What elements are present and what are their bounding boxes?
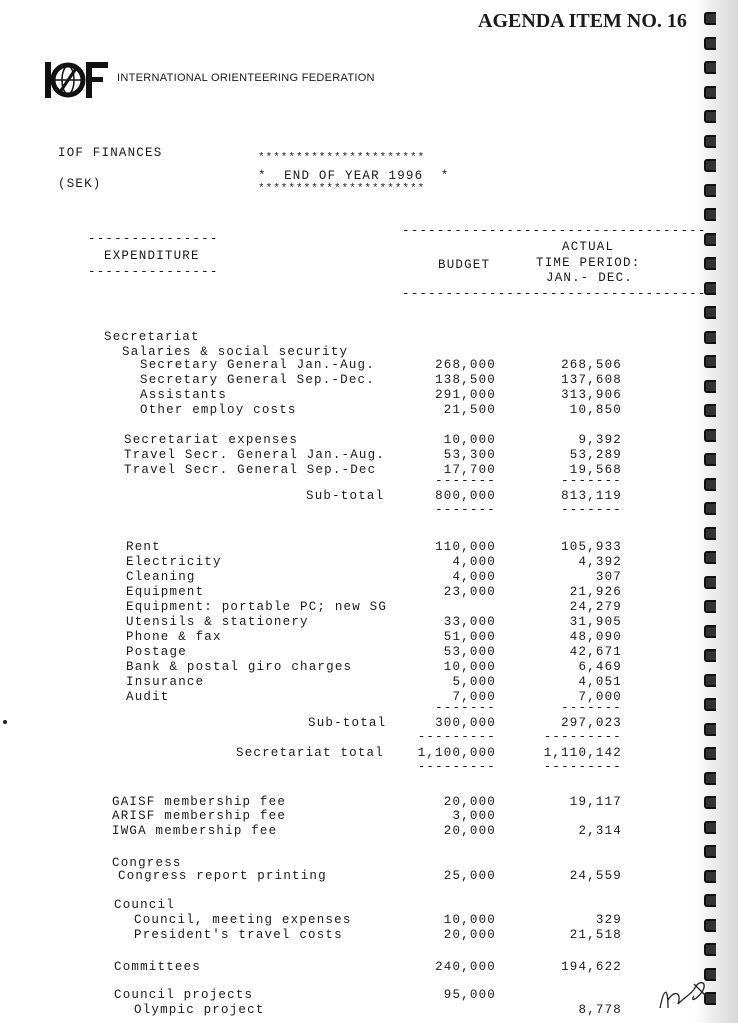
binding-ring [704, 208, 716, 221]
row-label: Secretariat total [236, 746, 384, 760]
budget-cell: 17,700 [443, 463, 496, 477]
actual-cell: 24,279 [569, 600, 622, 614]
budget-cell: 5,000 [452, 675, 496, 689]
binding-ring [704, 61, 716, 74]
actual-cell: 10,850 [569, 403, 622, 417]
binding-ring [704, 625, 716, 638]
budget-cell: 25,000 [443, 869, 496, 883]
budget-cell: ------- [435, 474, 496, 488]
row-label: Sub-total [308, 716, 387, 730]
row-label: Equipment: portable PC; new SG [126, 600, 388, 614]
binding-ring [704, 723, 716, 736]
actual-cell: 1,110,142 [543, 746, 622, 760]
budget-cell: 291,000 [435, 388, 496, 402]
actual-cell: 307 [595, 570, 622, 584]
budget-cell: 7,000 [452, 690, 496, 704]
budget-cell: 20,000 [443, 824, 496, 838]
binding-ring [704, 404, 716, 417]
agenda-item-title: AGENDA ITEM NO. 16 [478, 10, 687, 32]
binding-ring [704, 478, 716, 491]
binding-ring [704, 821, 716, 834]
binding-ring [704, 698, 716, 711]
actual-cell: 105,933 [561, 540, 622, 554]
budget-cell: 53,300 [443, 448, 496, 462]
binding-ring [704, 576, 716, 589]
budget-cell: 10,000 [443, 660, 496, 674]
iof-logo [44, 58, 112, 102]
binding-ring [704, 453, 716, 466]
row-label: Electricity [126, 555, 222, 569]
actual-cell: ------- [561, 701, 622, 715]
binding-ring [704, 943, 716, 956]
budget-cell: 33,000 [443, 615, 496, 629]
budget-cell: 110,000 [435, 540, 496, 554]
binding-ring [704, 649, 716, 662]
actual-cell: 2,314 [578, 824, 622, 838]
budget-cell: 20,000 [443, 928, 496, 942]
actual-heading: ACTUAL [562, 240, 615, 254]
budget-cell: 1,100,000 [417, 746, 496, 760]
row-label: Council, meeting expenses [134, 913, 352, 927]
budget-cell: --------- [417, 760, 496, 774]
row-label: Council projects [114, 988, 254, 1002]
actual-cell: 313,906 [561, 388, 622, 402]
binding-ring [704, 110, 716, 123]
row-label: Phone & fax [126, 630, 222, 644]
margin-mark [3, 720, 7, 724]
row-label: President's travel costs [134, 928, 343, 942]
binding-ring [704, 600, 716, 613]
budget-cell: 4,000 [452, 555, 496, 569]
actual-cell: 42,671 [569, 645, 622, 659]
row-label: Olympic project [134, 1003, 265, 1017]
binding-ring [704, 331, 716, 344]
budget-cell: 3,000 [452, 809, 496, 823]
binding-ring [704, 796, 716, 809]
row-label: Cleaning [126, 570, 196, 584]
budget-cell: 800,000 [435, 489, 496, 503]
row-label: Assistants [140, 388, 228, 402]
row-label: Insurance [126, 675, 205, 689]
actual-cell: 6,469 [578, 660, 622, 674]
actual-cell: 48,090 [569, 630, 622, 644]
binding-ring [704, 86, 716, 99]
actual-cell: 4,392 [578, 555, 622, 569]
binding-ring [704, 159, 716, 172]
binding-ring [704, 674, 716, 687]
budget-cell: 20,000 [443, 795, 496, 809]
columns-rule-top: ----------------------------------- [402, 224, 707, 238]
expenditure-rule-top: --------------- [88, 232, 219, 246]
budget-cell: 300,000 [435, 716, 496, 730]
time-period-heading: TIME PERIOD: [536, 256, 641, 270]
org-name: INTERNATIONAL ORIENTEERING FEDERATION [117, 72, 375, 84]
budget-cell: 21,500 [443, 403, 496, 417]
binding-ring [704, 845, 716, 858]
actual-cell: 297,023 [561, 716, 622, 730]
row-label: Postage [126, 645, 187, 659]
binding-ring [704, 184, 716, 197]
actual-cell: 329 [595, 913, 622, 927]
row-label: GAISF membership fee [112, 795, 287, 809]
budget-cell: 23,000 [443, 585, 496, 599]
budget-cell: 95,000 [443, 988, 496, 1002]
budget-cell: 10,000 [443, 433, 496, 447]
row-label: Travel Secr. General Sep.-Dec [124, 463, 377, 477]
expenditure-heading: EXPENDITURE [104, 249, 200, 263]
binding-ring [704, 429, 716, 442]
binding-ring [704, 37, 716, 50]
binding-ring [704, 747, 716, 760]
row-label: Audit [126, 690, 170, 704]
actual-cell: 268,506 [561, 358, 622, 372]
row-label: Utensils & stationery [126, 615, 309, 629]
row-label: Secretariat [104, 330, 200, 344]
row-label: Council [114, 898, 175, 912]
actual-cell: 19,117 [569, 795, 622, 809]
actual-cell: 21,926 [569, 585, 622, 599]
actual-cell: ------- [561, 503, 622, 517]
binding-ring [704, 12, 716, 25]
actual-cell: 194,622 [561, 960, 622, 974]
actual-cell: 53,289 [569, 448, 622, 462]
binding-ring [704, 919, 716, 932]
actual-cell: 9,392 [578, 433, 622, 447]
binding-ring [704, 306, 716, 319]
expenditure-rule-bottom: --------------- [88, 265, 219, 279]
budget-cell: ------- [435, 701, 496, 715]
period-label: * END OF YEAR 1996 * [258, 169, 450, 183]
actual-cell: 8,778 [578, 1003, 622, 1017]
spiral-binding [694, 0, 738, 1023]
actual-cell: 31,905 [569, 615, 622, 629]
binding-ring [704, 257, 716, 270]
row-label: Salaries & social security [122, 345, 349, 359]
actual-cell: --------- [543, 760, 622, 774]
binding-ring [704, 772, 716, 785]
row-label: Secretary General Jan.-Aug. [140, 358, 375, 372]
binding-ring [704, 551, 716, 564]
row-label: Rent [126, 540, 161, 554]
actual-cell: 4,051 [578, 675, 622, 689]
budget-cell: ------- [435, 503, 496, 517]
row-label: Secretary General Sep.-Dec. [140, 373, 375, 387]
row-label: Travel Secr. General Jan.-Aug. [124, 448, 386, 462]
globe-icon [44, 58, 112, 102]
jan-dec-heading: JAN.- DEC. [546, 271, 634, 285]
budget-cell: 4,000 [452, 570, 496, 584]
row-label: Congress [112, 856, 182, 870]
actual-cell: 137,608 [561, 373, 622, 387]
actual-cell: --------- [543, 730, 622, 744]
row-label: Bank & postal giro charges [126, 660, 353, 674]
row-label: Congress report printing [118, 869, 327, 883]
budget-cell: 138,500 [435, 373, 496, 387]
binding-ring [704, 380, 716, 393]
binding-ring [704, 527, 716, 540]
binding-ring [704, 135, 716, 148]
actual-cell: 19,568 [569, 463, 622, 477]
row-label: Secretariat expenses [124, 433, 299, 447]
actual-cell: ------- [561, 474, 622, 488]
budget-cell: 268,000 [435, 358, 496, 372]
row-label: ARISF membership fee [112, 809, 287, 823]
doc-title: IOF FINANCES [58, 146, 163, 160]
stars-bottom: ********************** [258, 183, 426, 195]
budget-cell: 10,000 [443, 913, 496, 927]
budget-cell: 51,000 [443, 630, 496, 644]
row-label: Committees [114, 960, 202, 974]
binding-ring [704, 870, 716, 883]
actual-cell: 813,119 [561, 489, 622, 503]
actual-cell: 24,559 [569, 869, 622, 883]
columns-rule-bottom: ----------------------------------- [402, 287, 707, 301]
row-label: Other employ costs [140, 403, 297, 417]
row-label: Sub-total [306, 489, 385, 503]
binding-ring [704, 894, 716, 907]
row-label: IWGA membership fee [112, 824, 278, 838]
budget-cell: 240,000 [435, 960, 496, 974]
actual-cell: 21,518 [569, 928, 622, 942]
budget-heading: BUDGET [438, 258, 491, 272]
binding-ring [704, 502, 716, 515]
currency-label: (SEK) [58, 177, 102, 191]
stars-top: ********************** [258, 152, 426, 164]
budget-cell: --------- [417, 730, 496, 744]
handwritten-initials [656, 978, 718, 1016]
actual-cell: 7,000 [578, 690, 622, 704]
binding-ring [704, 355, 716, 368]
budget-cell: 53,000 [443, 645, 496, 659]
row-label: Equipment [126, 585, 205, 599]
